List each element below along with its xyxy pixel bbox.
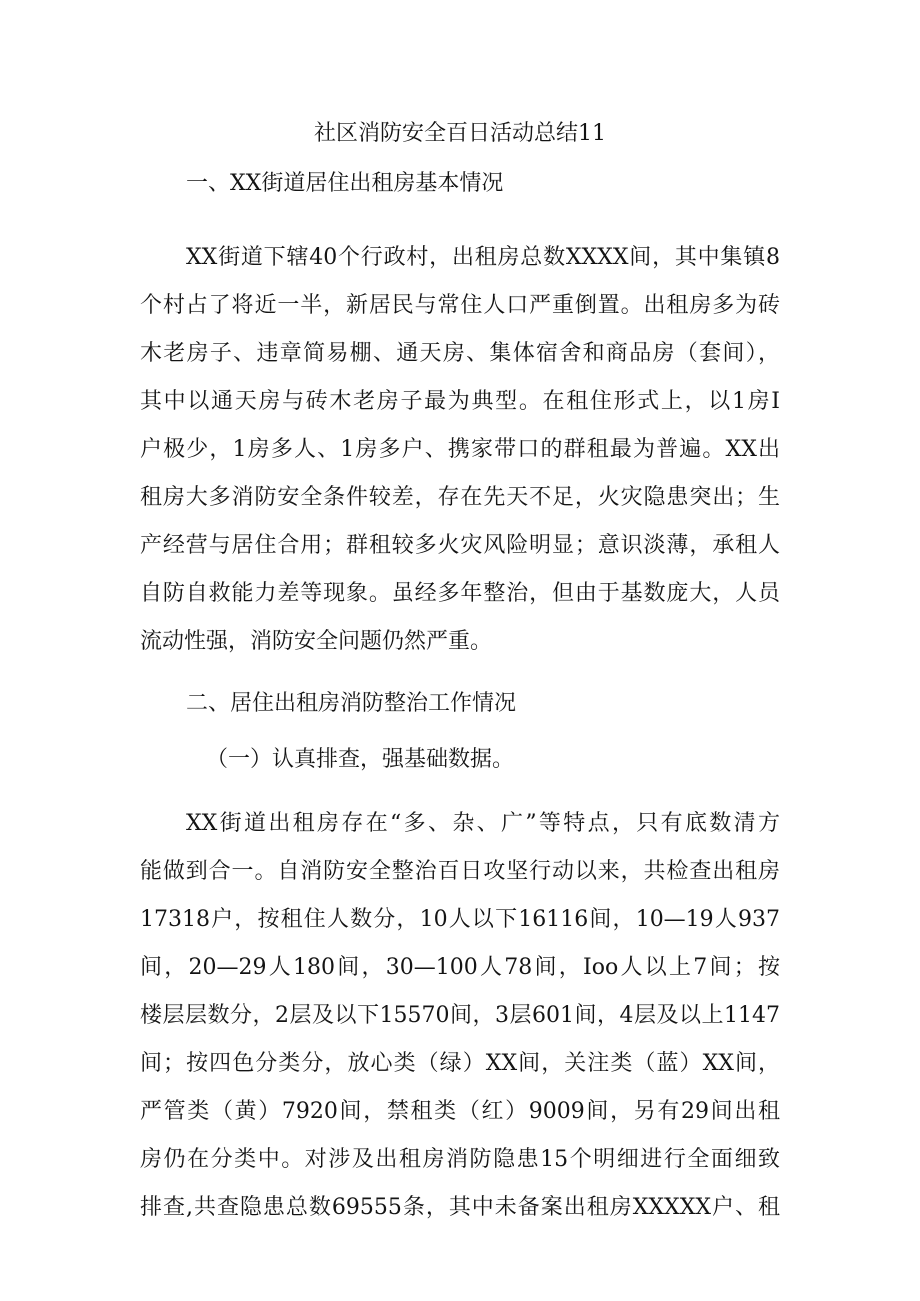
section-heading: 二、居住出租房消防整治工作情况 [186,691,517,716]
paragraph-line: 自防自救能力差等现象。虽经多年整治，但由于基数庞大，人员 [140,581,780,606]
paragraph-line: 流动性强，消防安全问题仍然严重。 [140,629,493,654]
paragraph-line: 个村占了将近一半，新居民与常住人口严重倒置。出租房多为砖 [140,293,780,318]
paragraph-line: 房仍在分类中。对涉及出租房消防隐患15个明细进行全面细致 [140,1147,780,1172]
paragraph-line: 间，20—29人180间，30—100人78间，Ioo人以上7间；按 [140,955,780,980]
paragraph-line: XX街道出租房存在“多、杂、广”等特点，只有底数清方 [186,811,780,836]
paragraph-line: 木老房子、违章简易棚、通天房、集体宿舍和商品房（套间）， [140,341,780,366]
paragraph-line: 产经营与居住合用；群租较多火灾风险明显；意识淡薄，承租人 [140,533,780,558]
paragraph-line: XX街道下辖40个行政村，出租房总数XXXX间，其中集镇8 [186,245,780,270]
paragraph-line: 间；按四色分类分，放心类（绿）XX间，关注类（蓝）XX间， [140,1051,780,1076]
paragraph-line: 17318户，按租住人数分，10人以下16116间，10—19人937 [140,907,780,932]
subsection-heading: （一）认真排查，强基础数据。 [206,747,515,772]
document-title: 社区消防安全百日活动总结11 [314,121,606,146]
paragraph-line: 楼层层数分，2层及以下15570间，3层601间，4层及以上1147 [140,1003,780,1028]
paragraph-line: 租房大多消防安全条件较差，存在先天不足，火灾隐患突出；生 [140,485,780,510]
paragraph-line: 其中以通天房与砖木老房子最为典型。在租住形式上，以1房I [140,389,780,414]
paragraph-line: 严管类（黄）7920间，禁租类（红）9009间，另有29间出租 [140,1099,780,1124]
paragraph-line: 能做到合一。自消防安全整治百日攻坚行动以来，共检查出租房 [140,859,780,884]
section-heading: 一、XX街道居住出租房基本情况 [186,171,504,196]
paragraph-line: 户极少，1房多人、1房多户、携家带口的群租最为普遍。XX出 [140,437,780,462]
paragraph-line: 排查,共查隐患总数69555条，其中未备案出租房XXXXX户、租 [140,1195,780,1220]
